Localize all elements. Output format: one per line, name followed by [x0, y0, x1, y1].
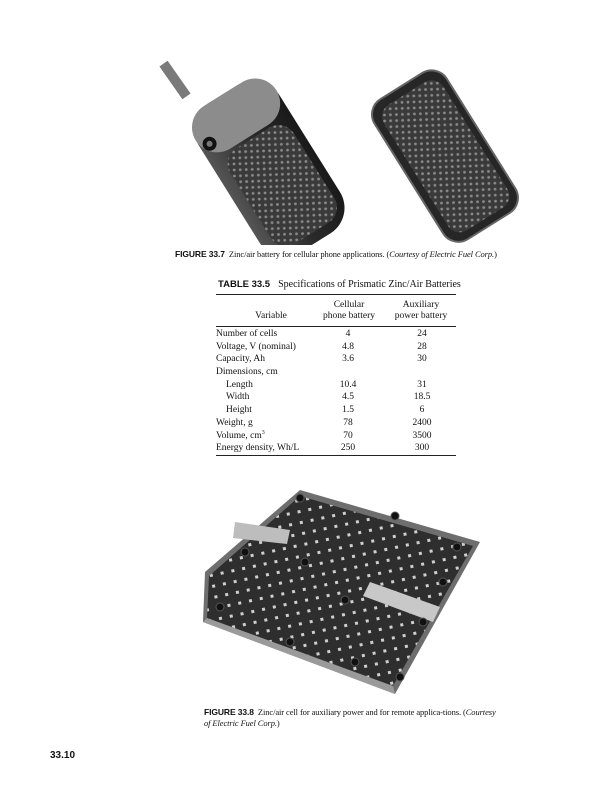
row-variable: Voltage, V (nominal)	[216, 341, 296, 352]
table-title	[218, 279, 461, 290]
header-auxiliary-line1: Auxiliary	[402, 300, 440, 310]
table-row	[216, 417, 456, 430]
row-auxiliary-value: 2400	[412, 417, 432, 428]
caption-credit: Courtesy of Electric Fuel Corp.	[389, 249, 495, 259]
caption-close: )	[494, 249, 497, 259]
caption-credit: Courtesy of Electric Fuel Corp.	[204, 707, 496, 728]
row-variable: Number of cells	[216, 329, 278, 339]
row-variable: Height	[226, 405, 252, 416]
caption-close: )	[276, 718, 280, 728]
table-header-rule	[216, 326, 456, 327]
row-variable: Energy density, Wh/L	[216, 443, 300, 454]
table-label: TABLE 33.5	[218, 279, 271, 290]
caption-text: Zinc/air cell for auxiliary power and for remote applica-tions. (	[257, 707, 466, 717]
row-cellular-value: 4	[345, 329, 351, 339]
table-bottom-rule	[216, 455, 456, 456]
table-row	[216, 430, 456, 443]
row-variable: Width	[226, 392, 250, 403]
header-cellular-line2: phone battery	[323, 311, 375, 321]
row-auxiliary-value: 28	[417, 341, 427, 352]
figure-33-7-photo	[150, 55, 530, 245]
row-cellular-value: 4.5	[342, 392, 354, 403]
row-auxiliary-value: 18.5	[413, 392, 431, 403]
table-row	[216, 341, 456, 354]
row-cellular-value: 10.4	[339, 379, 357, 390]
table-row	[216, 404, 456, 417]
figure-33-7-caption	[175, 249, 555, 260]
table-row	[216, 391, 456, 404]
row-auxiliary-value: 24	[417, 329, 427, 339]
figure-label: FIGURE 33.7	[175, 249, 225, 259]
row-auxiliary-value: 6	[419, 405, 425, 416]
row-variable	[216, 430, 265, 443]
table-row	[216, 442, 456, 455]
row-cellular-value: 78	[343, 417, 353, 428]
table-body	[216, 328, 456, 455]
header-auxiliary	[386, 300, 456, 322]
row-variable: Dimensions, cm	[216, 367, 278, 378]
table-row	[216, 379, 456, 392]
table-row	[216, 366, 456, 379]
row-variable-text: Volume, cm	[216, 430, 262, 441]
figure-33-8-photo	[195, 472, 485, 700]
figure-33-8-caption	[204, 707, 504, 729]
row-cellular-value: 1.5	[342, 405, 354, 416]
header-cellular	[314, 300, 384, 322]
row-variable: Length	[226, 379, 253, 390]
caption-text: Zinc/air battery for cellular phone applications. (	[228, 249, 390, 259]
table-top-rule	[216, 294, 456, 295]
row-auxiliary-value: 31	[417, 379, 427, 390]
row-variable: Weight, g	[216, 417, 253, 428]
row-variable-superscript: 3	[261, 429, 265, 436]
table-title-text: Specifications of Prismatic Zinc/Air Batteries	[278, 279, 461, 290]
row-cellular-value: 70	[343, 430, 353, 441]
row-cellular-value: 250	[340, 443, 356, 454]
row-cellular-value: 4.8	[342, 341, 354, 352]
row-cellular-value: 3.6	[342, 354, 354, 365]
header-variable: Variable	[255, 311, 287, 321]
table-row	[216, 353, 456, 366]
page-number: 33.10	[50, 750, 76, 761]
row-auxiliary-value: 300	[414, 443, 430, 454]
table-row	[216, 328, 456, 341]
header-auxiliary-line2: power battery	[394, 311, 448, 321]
row-auxiliary-value: 3500	[412, 430, 432, 441]
figure-label: FIGURE 33.8	[204, 707, 254, 717]
row-variable: Capacity, Ah	[216, 354, 265, 365]
header-cellular-line1: Cellular	[333, 300, 365, 310]
row-auxiliary-value: 30	[417, 354, 427, 365]
